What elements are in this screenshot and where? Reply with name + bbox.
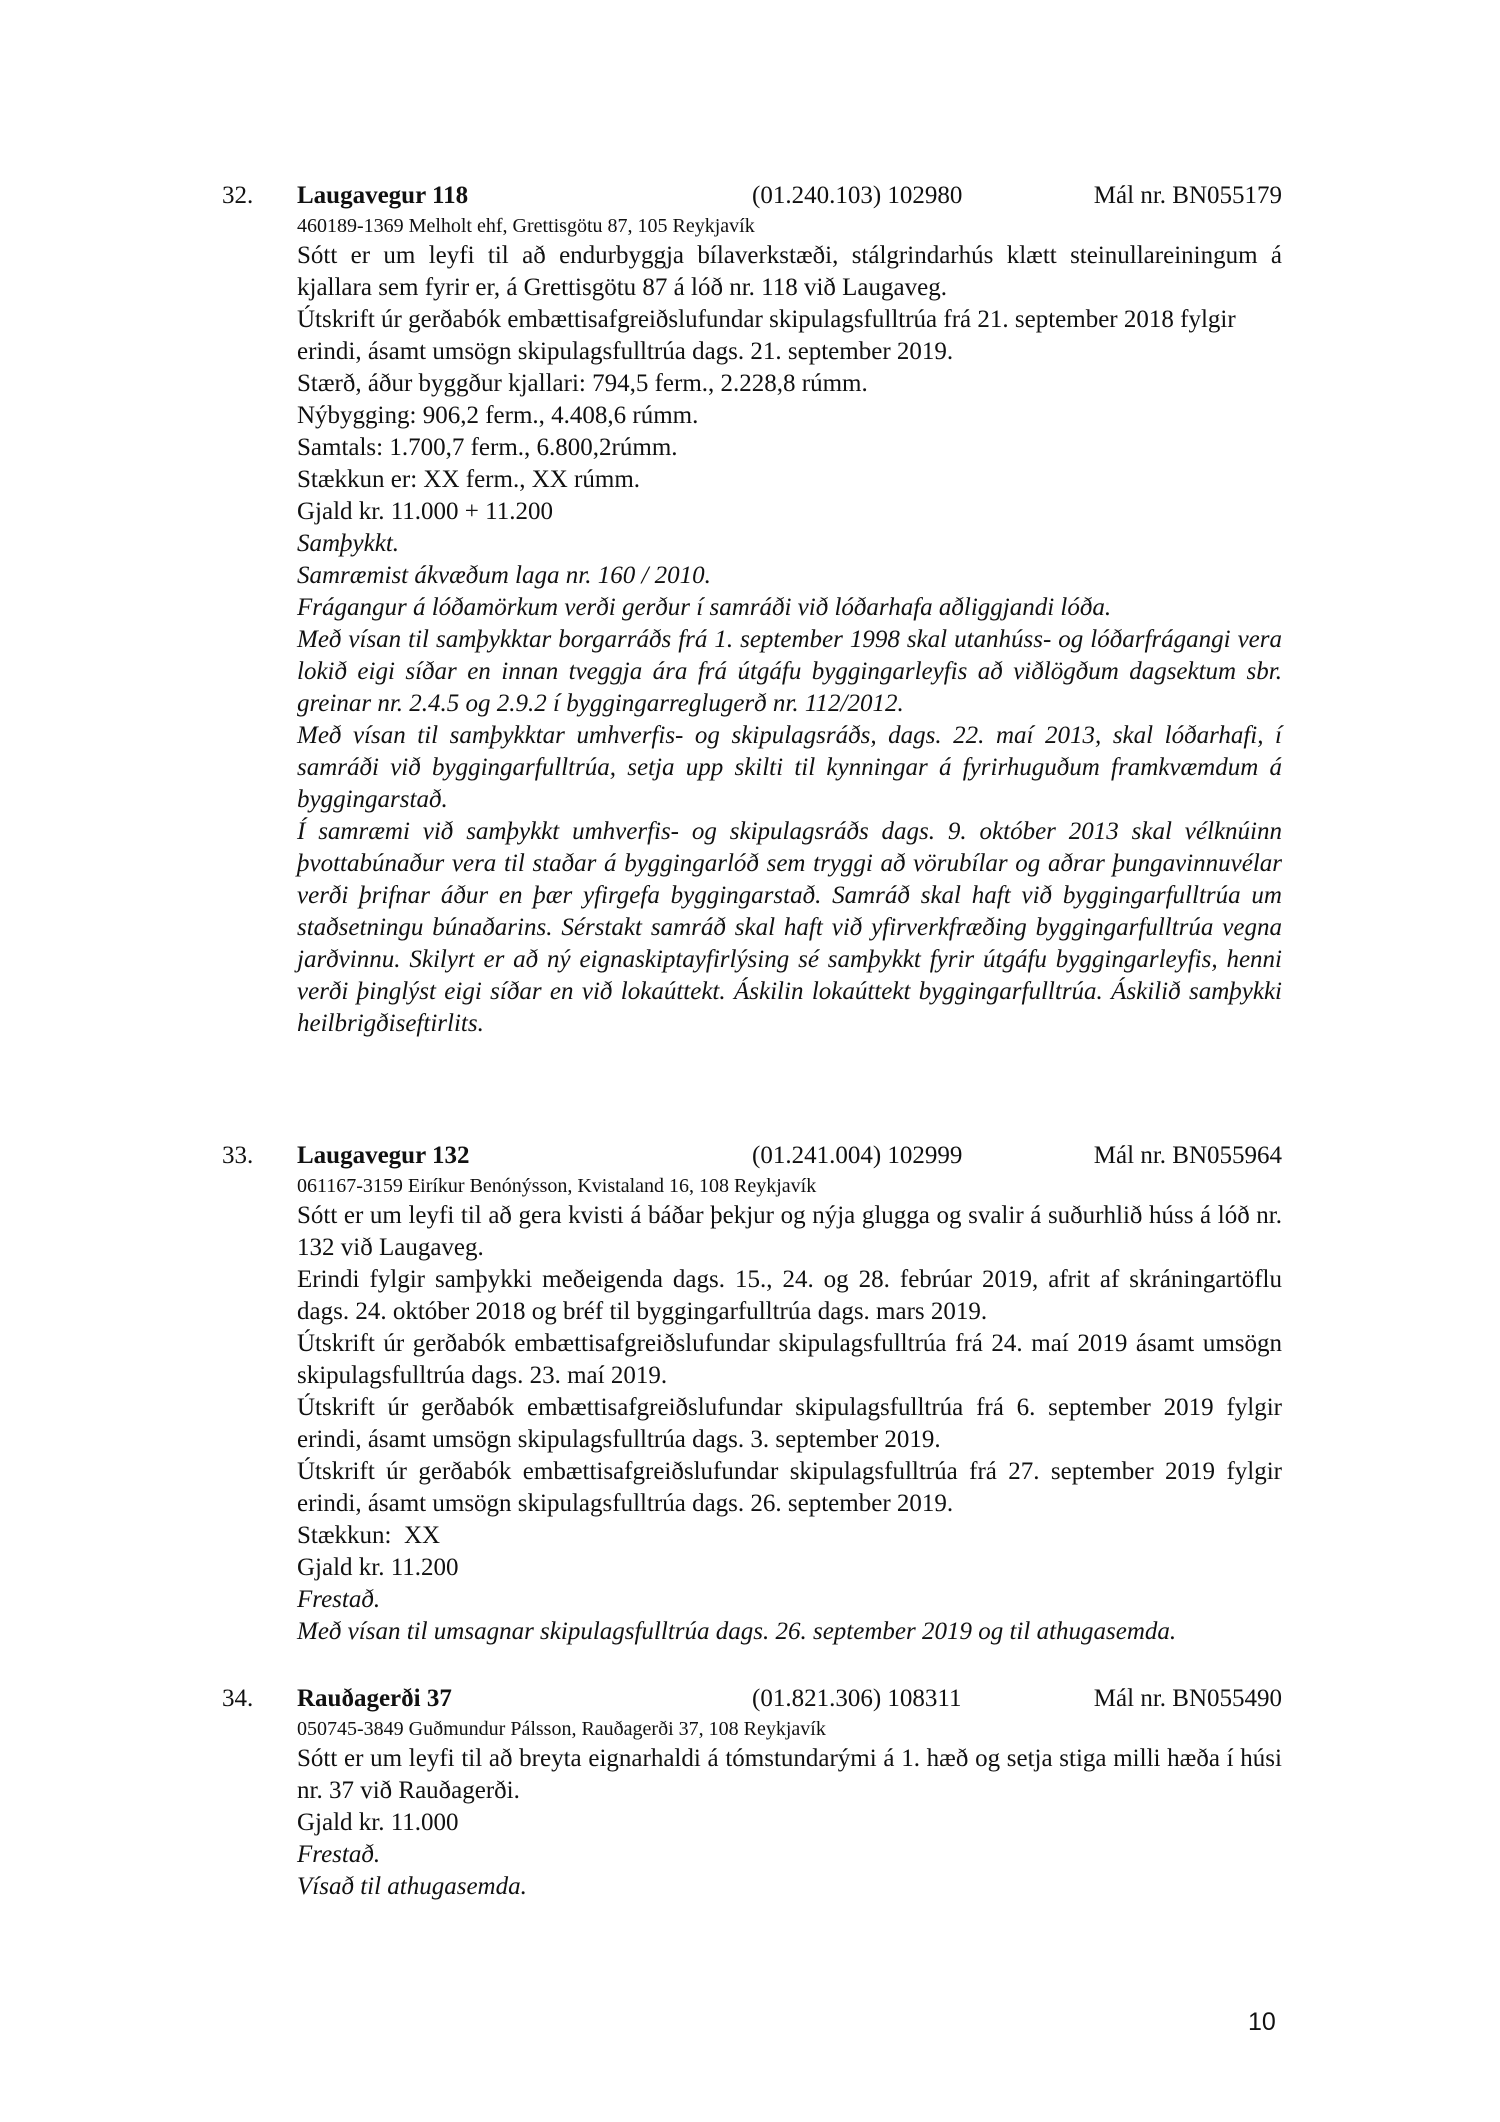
entry-body <box>297 1715 1282 1903</box>
entry-paragraph: Erindi fylgir samþykki meðeigenda dags. 15., 24. og 28. febrúar 2019, afrit af skráningartöflu dags. 24. október 2018 og bréf til byggingarfulltrúa dags. mars 2019. <box>297 1266 1282 1325</box>
entry-number: 32. <box>222 182 254 209</box>
entry-paragraph: Gjald kr. 11.000 + 11.200 <box>297 498 553 525</box>
entry-body <box>297 1172 1282 1648</box>
entry-reference: (01.241.004) 102999 <box>752 1142 963 1169</box>
entry-paragraph: Nýbygging: 906,2 ferm., 4.408,6 rúmm. <box>297 402 699 429</box>
entry-decision: Samþykkt. <box>297 530 400 557</box>
entry-decision-note: Frágangur á lóðamörkum verði gerður í samráði við lóðarhafa aðliggjandi lóða. <box>297 594 1112 621</box>
entry-paragraph: Samtals: 1.700,7 ferm., 6.800,2rúmm. <box>297 434 678 461</box>
entry-paragraph: Stærð, áður byggður kjallari: 794,5 ferm., 2.228,8 rúmm. <box>297 370 868 397</box>
entry-header <box>222 180 1282 212</box>
entry-header <box>222 1683 1282 1715</box>
entry-paragraph: Stækkun: XX <box>297 1522 441 1549</box>
entry-paragraph: Útskrift úr gerðabók embættisafgreiðslufundar skipulagsfulltrúa frá 21. september 2018 fylgir erindi, ásamt umsögn skipulagsfulltrúa dags. 21. september 2019. <box>297 306 1236 365</box>
entry-decision-note: Með vísan til umsagnar skipulagsfulltrúa dags. 26. september 2019 og til athugasemda. <box>297 1618 1177 1645</box>
entry-applicant: 061167-3159 Eiríkur Benónýsson, Kvistaland 16, 108 Reykjavík <box>297 1175 817 1197</box>
page-number: 10 <box>1248 2008 1276 2036</box>
entry-paragraph: Útskrift úr gerðabók embættisafgreiðslufundar skipulagsfulltrúa frá 6. september 2019 fylgir erindi, ásamt umsögn skipulagsfulltrúa dags. 3. september 2019. <box>297 1394 1282 1453</box>
entry-reference: (01.240.103) 102980 <box>752 182 963 209</box>
entry-decision-note: Vísað til athugasemda. <box>297 1873 527 1900</box>
entry-decision-note: Með vísan til samþykktar umhverfis- og skipulagsráðs, dags. 22. maí 2013, skal lóðarhafi, í samráði við byggingarfulltrúa, setja upp skilti til kynningar á fyrirhuguðum framkvæmdum á byggingarstað. <box>297 722 1282 813</box>
entry-title: Rauðagerði 37 <box>297 1685 452 1712</box>
entry-case-number: Mál nr. BN055490 <box>1093 1685 1282 1712</box>
entry-applicant: 460189-1369 Melholt ehf, Grettisgötu 87, 105 Reykjavík <box>297 215 755 237</box>
entry-decision-note: Í samræmi við samþykkt umhverfis- og skipulagsráðs dags. 9. október 2013 skal vélknúinn þvottabúnaður vera til staðar á byggingarlóð sem tryggi að vörubílar og aðrar þungavinnuvélar verði þrifnar áður en þær yfirgefa byggingarstað. Samráð skal haft við byggingarfulltrúa um staðsetningu búnaðarins. Sérstakt samráð skal haft við yfirverkfræðing byggingarfulltrúa vegna jarðvinnu. Skilyrt er að ný eignaskiptayfirlýsing sé samþykkt fyrir útgáfu byggingarleyfis, henni verði þinglýst eigi síðar en við lokaúttekt. Áskilin lokaúttekt byggingarfulltrúa. Áskilið samþykki heilbrigðiseftirlits. <box>297 818 1282 1037</box>
entry-33 <box>222 1140 1282 1648</box>
entry-title: Laugavegur 132 <box>297 1142 470 1169</box>
entry-applicant: 050745-3849 Guðmundur Pálsson, Rauðagerði 37, 108 Reykjavík <box>297 1718 826 1740</box>
entry-paragraph: Sótt er um leyfi til að gera kvisti á báðar þekjur og nýja glugga og svalir á suðurhlið húss á lóð nr. 132 við Laugaveg. <box>297 1202 1282 1261</box>
entry-paragraph: Sótt er um leyfi til að endurbyggja bílaverkstæði, stálgrindarhús klætt steinullareiningum á kjallara sem fyrir er, á Grettisgötu 87 á lóð nr. 118 við Laugaveg. <box>297 242 1282 301</box>
entry-title: Laugavegur 118 <box>297 182 469 209</box>
entry-decision-note: Með vísan til samþykktar borgarráðs frá 1. september 1998 skal utanhúss- og lóðarfrágangi vera lokið eigi síðar en innan tveggja ára frá útgáfu byggingarleyfis að viðlögðum dagsektum sbr. greinar nr. 2.4.5 og 2.9.2 í byggingarreglugerð nr. 112/2012. <box>297 626 1282 717</box>
entry-reference: (01.821.306) 108311 <box>752 1685 962 1712</box>
entry-32 <box>222 180 1282 1040</box>
entry-paragraph: Útskrift úr gerðabók embættisafgreiðslufundar skipulagsfulltrúa frá 24. maí 2019 ásamt umsögn skipulagsfulltrúa dags. 23. maí 2019. <box>297 1330 1282 1389</box>
entry-case-number: Mál nr. BN055179 <box>1093 182 1282 209</box>
entry-header <box>222 1140 1282 1172</box>
entry-paragraph: Útskrift úr gerðabók embættisafgreiðslufundar skipulagsfulltrúa frá 27. september 2019 fylgir erindi, ásamt umsögn skipulagsfulltrúa dags. 26. september 2019. <box>297 1458 1282 1517</box>
entry-decision: Frestað. <box>297 1841 381 1868</box>
entry-decision: Frestað. <box>297 1586 381 1613</box>
entry-decision-note: Samræmist ákvæðum laga nr. 160 / 2010. <box>297 562 711 589</box>
entry-paragraph: Gjald kr. 11.000 <box>297 1809 459 1836</box>
entry-paragraph: Gjald kr. 11.200 <box>297 1554 459 1581</box>
entry-case-number: Mál nr. BN055964 <box>1093 1142 1282 1169</box>
entry-number: 34. <box>222 1685 254 1712</box>
entry-number: 33. <box>222 1142 254 1169</box>
entry-34 <box>222 1683 1282 1903</box>
entry-body <box>297 212 1282 1040</box>
entry-paragraph: Stækkun er: XX ferm., XX rúmm. <box>297 466 641 493</box>
entry-paragraph: Sótt er um leyfi til að breyta eignarhaldi á tómstundarými á 1. hæð og setja stiga milli hæða í húsi nr. 37 við Rauðagerði. <box>297 1745 1282 1804</box>
